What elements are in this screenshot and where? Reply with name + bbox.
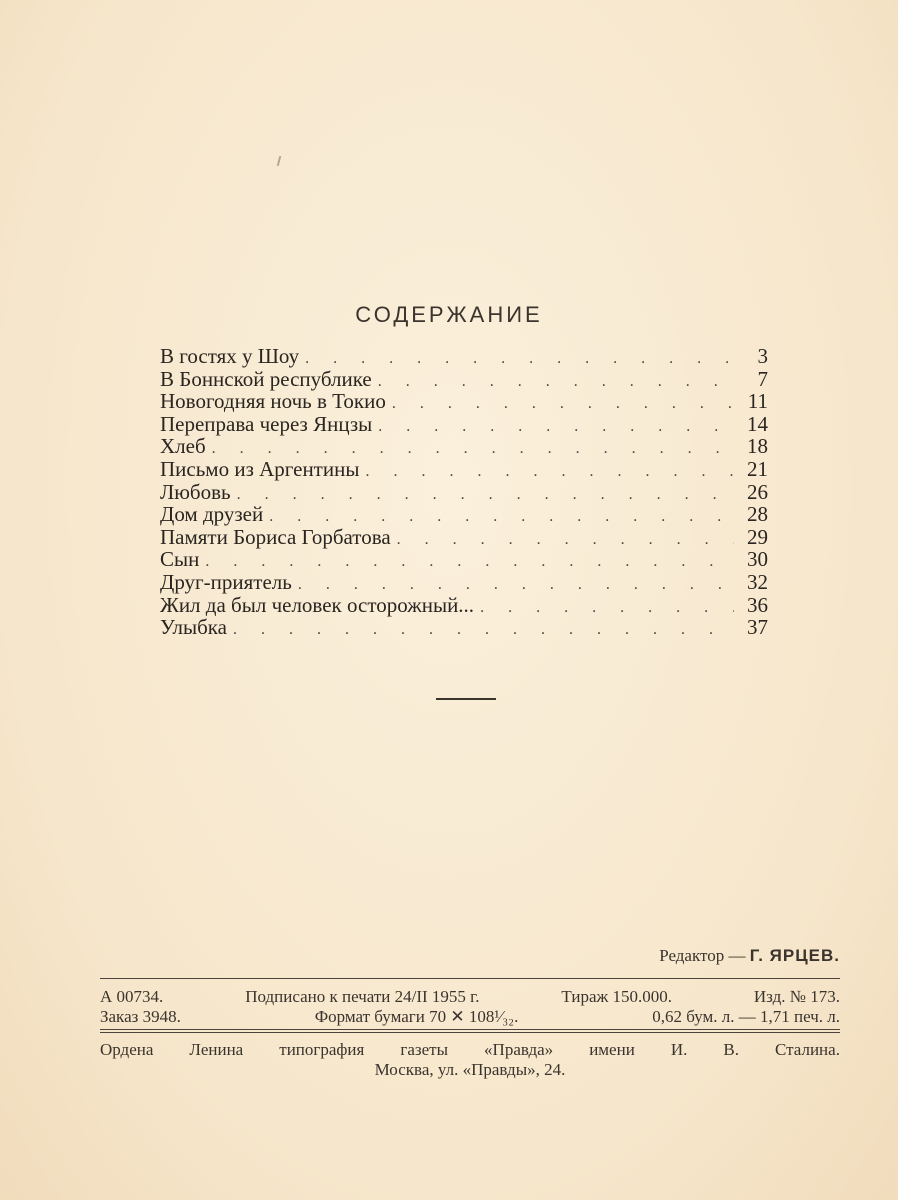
toc-leader-dots [378, 371, 734, 394]
section-divider [436, 698, 496, 700]
toc-leader-dots [392, 393, 734, 416]
printer-word: И. [670, 1040, 688, 1059]
toc-entry-title: Новогодняя ночь в Токио [160, 389, 386, 414]
toc-entry-title: Письмо из Аргентины [160, 456, 360, 481]
toc-entry-page: 29 [747, 524, 768, 549]
printer-word: имени [589, 1040, 635, 1059]
imprint-sheets: 0,62 бум. л. — 1,71 печ. л. [652, 1007, 840, 1026]
imprint-block [100, 987, 840, 1027]
toc-entry-page: 28 [747, 502, 768, 527]
toc-leader-dots [378, 416, 734, 439]
toc-entry [160, 458, 768, 481]
printer-word: Сталина. [775, 1040, 840, 1059]
toc-entry-page: 18 [747, 434, 768, 459]
toc-entry-title: Улыбка [160, 615, 227, 640]
toc-entry-page: 37 [747, 615, 768, 640]
editor-role: Редактор — [659, 946, 746, 965]
toc-entry [160, 503, 768, 526]
toc-entry [160, 481, 768, 504]
toc-leader-dots [397, 529, 734, 552]
toc-entry-page: 14 [747, 411, 768, 436]
toc-entry [160, 345, 768, 368]
toc-entry-title: Любовь [160, 479, 231, 504]
toc-leader-dots [233, 619, 734, 642]
toc-entry [160, 526, 768, 549]
imprint-order: Заказ 3948. [100, 1007, 181, 1026]
toc-entry-title: Друг-приятель [160, 569, 292, 594]
toc-entry-title: Памяти Бориса Горбатова [160, 524, 391, 549]
toc-leader-dots [480, 597, 734, 620]
printer-word: газеты [400, 1040, 449, 1059]
toc-entry [160, 390, 768, 413]
printer-line-1 [100, 1040, 840, 1060]
toc-entry [160, 368, 768, 391]
editor-name: Г. ЯРЦЕВ. [749, 946, 840, 965]
toc-entry [160, 435, 768, 458]
toc-entry-page: 3 [757, 344, 768, 368]
toc-entry-page: 7 [757, 366, 768, 391]
imprint-rule-mid [100, 1029, 840, 1030]
imprint-rule-mid-2 [100, 1032, 840, 1033]
table-of-contents [160, 345, 768, 639]
imprint-line-2 [100, 1007, 840, 1027]
imprint-rule-top [100, 978, 840, 979]
printer-line-2: Москва, ул. «Правды», 24. [374, 1060, 566, 1079]
printer-word: В. [723, 1040, 739, 1059]
toc-entry [160, 548, 768, 571]
toc-entry [160, 616, 768, 639]
toc-entry-page: 26 [747, 479, 768, 504]
toc-title: СОДЕРЖАНИЕ [355, 302, 543, 327]
toc-entry-title: В гостях у Шоу [160, 344, 300, 368]
toc-leader-dots [237, 484, 734, 507]
toc-entry-page: 32 [747, 569, 768, 594]
imprint-line-1 [100, 987, 840, 1007]
toc-entry-page: 30 [747, 547, 768, 572]
imprint-signed: Подписано к печати 24/II 1955 г. [245, 987, 480, 1006]
toc-entry-title: Жил да был человек осторожный... [160, 592, 475, 617]
imprint-circulation: Тираж 150.000. [561, 987, 672, 1006]
toc-entry-page: 11 [747, 389, 768, 414]
toc-entry-title: Дом друзей [160, 502, 264, 527]
imprint-code: А 00734. [100, 987, 164, 1006]
toc-entry [160, 413, 768, 436]
toc-entry [160, 594, 768, 617]
printer-block [100, 1040, 840, 1080]
toc-entry-title: Сын [160, 547, 200, 572]
toc-entry-title: Хлеб [160, 434, 206, 459]
toc-entry-page: 21 [747, 456, 768, 481]
toc-entry [160, 571, 768, 594]
imprint-format: Формат бумаги 70 ✕ 108¹⁄₃₂. [314, 1007, 519, 1026]
editor-credit [659, 946, 840, 966]
printer-word: Ордена [100, 1040, 154, 1059]
toc-entry-title: Переправа через Янцзы [160, 411, 373, 436]
toc-entry-title: В Боннской республике [160, 366, 372, 391]
printer-word: типография [279, 1040, 365, 1059]
imprint-edition: Изд. № 173. [753, 987, 840, 1006]
printer-word: Ленина [189, 1040, 244, 1059]
ink-mark [277, 156, 282, 166]
toc-leader-dots [365, 461, 734, 484]
printer-word: «Правда» [484, 1040, 554, 1059]
toc-entry-page: 36 [747, 592, 768, 617]
